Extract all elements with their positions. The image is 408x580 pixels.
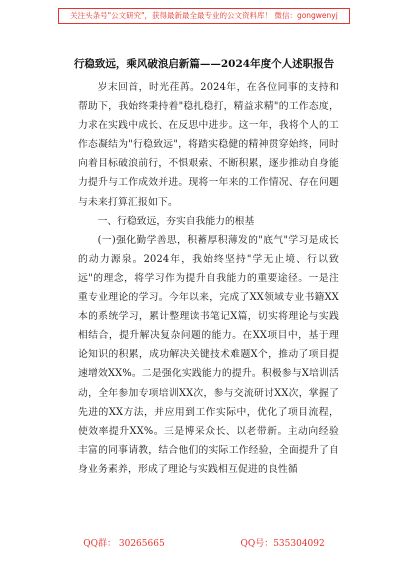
qq-group-text: QQ群： 30265665 — [83, 539, 165, 549]
contact-footer — [0, 536, 408, 549]
promo-banner — [58, 8, 350, 24]
promo-banner-text: 关注头条号"公文研究"，获得最新最全最专业的公文资料库！ 微信：gongwenyj — [70, 11, 338, 20]
section-paragraph: (一)强化勤学善思，积蓄厚积薄发的"底气"学习是成长的动力源泉。2024年，我始终坚持"学无止境、行以致远"的理念，将学习作为提升自我能力的重要途径。一是注重专业理论的学习。今年以来，完成了XX领域专业书籍XX本的系统学习，累计整理读书笔记X篇，切实将理论与实践相结合，提升解决复杂问题的能力。在XX项目中，基于理论知识的积累，成功解决关键技术难题X个，推动了项目提速增效XX%。二是强化实践能力的提升。积极参与X培训活动，全年参加专项培训XX次，参与交流研讨XX次，掌握了先进的XX方法，并应用到工作实际中，优化了项目流程，使效率提升XX%。三是博采众长、以老带新。主动向经验丰富的同事请教，结合他们的实际工作经验，全面提升了自身业务素养，形成了理论与实践相互促进的良性循 — [78, 234, 339, 475]
document-body — [78, 78, 339, 479]
qq-number-text: QQ号：535304092 — [240, 539, 325, 549]
intro-paragraph: 岁末回首，时光荏苒。2024年，在各位同事的支持和帮助下，我始终秉持着"稳扎稳打，精益求精"的工作态度，力求在实践中成长、在反思中进步。这一年，我将个人的工作态凝结为"行稳致远"，将踏实稳健的精神贯穿始终，同时向着目标破浪前行，不惧艰索、不断积累，逐步推动自身能力提升与工作成效并进。现将一年来的工作情况、存在问题与未来打算汇报如下。 — [78, 82, 339, 208]
document-title: 行稳致远，乘风破浪启新篇——2024年度个人述职报告 — [73, 58, 335, 70]
section-heading: 一、行稳致远，夯实自我能力的根基 — [97, 215, 255, 227]
